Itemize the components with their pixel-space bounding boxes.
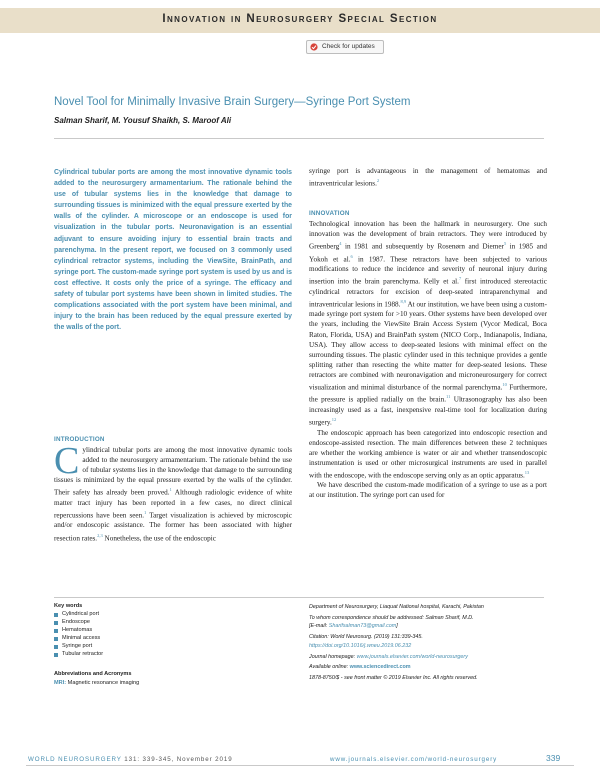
journal-homepage-link[interactable]: www.journals.elsevier.com/world-neurosurgery bbox=[356, 653, 468, 660]
journal-homepage: Journal homepage: www.journals.elsevier.com/world-neurosurgery bbox=[309, 653, 468, 660]
innovation-text: Technological innovation has been the hallmark in neurosurgery. One such innovation was the development of brain retractors. They were introduced by Greenberg$^4$ in 1981 and subsequently by Rosenørn and Diemer$^5$ in 1985 and Yokoh et al.$^6$ in 1987. These retractors have been subjected to various modifications to reduce the incidence and severity of neuronal injury during insertion into the brain parenchyma. Kelly et al.$^7$ first introduced stereotactic cylindrical retractors for excision of deep-seated intraparenchymal and intraventricular lesions in 1988.$^{8,9}$ At our institution, we have been using a custom-made syringe port system for >10 years. Other systems have been developed over the years, including the ViewSite Brain Access System (Vycor Medical, Boca Raton, Florida, USA) and BrainPath system (NICO Corp., Indianapolis, Indiana, USA). They allow access to deep-seated lesions with minimal effect on the surrounding tissues. The plastic cylinder used in this technique provides a gentle splitting rather than resecting the white matter for deep-seated lesions. These retractors are combined with neuronavigation and microneurosurgery for correct visualization and minimal disturbance of the normal parenchyma.$^{10}$ Furthermore, the pressure is applied radially on the brain.$^{11}$ Ultrasonography has also been increasingly used as a fast, inexpensive real-time tool for localization during surgery.$^{12}$ The endoscopic approach has been categorized into endoscopic resection and endoscope-assisted resection. The main differences between these 2 techniques are whether the working ambience is water or air and whether transendoscopic instrumentation is used or other microsurgical instruments are used in parallel with the endoscope, with the endoscope serving only as an optic apparatus.$^{13}$ We have described the custom-made modification of a syringe to use as a port at our institution. The syringe port can used for bbox=[309, 220, 548, 500]
page-number: 339 bbox=[546, 753, 561, 763]
footer-website[interactable]: www.journals.elsevier.com/world-neurosurgery bbox=[330, 756, 498, 763]
keywords-heading: Key words bbox=[54, 603, 83, 609]
footer-journal: WORLD NEUROSURGERY 131: 339-345, November 2019 bbox=[28, 756, 233, 763]
section-header: Innovation in Neurosurgery Special Section bbox=[162, 13, 438, 25]
keyword-item: Hematomas bbox=[54, 627, 103, 635]
check-for-updates-button[interactable] bbox=[306, 40, 384, 54]
introduction-heading: INTRODUCTION bbox=[54, 436, 105, 443]
citation-link[interactable]: 13 bbox=[524, 469, 530, 475]
footnote-divider bbox=[54, 597, 544, 598]
affiliation: Department of Neurosurgery, Liaquat National hospital, Karachi, Pakistan bbox=[309, 604, 484, 610]
correspondence: To whom correspondence should be addressed: Salman Sharif, M.D. bbox=[309, 614, 474, 621]
citation-link[interactable]: 4 bbox=[339, 241, 342, 247]
keyword-item: Endoscope bbox=[54, 619, 103, 627]
citation-link[interactable]: 1 bbox=[144, 509, 147, 515]
citation-link[interactable]: 5 bbox=[503, 241, 507, 247]
copyright: 1878-8750/$ - see front matter © 2019 Elsevier Inc. All rights reserved. bbox=[309, 675, 478, 682]
abbreviations-heading: Abbreviations and Acronyms bbox=[54, 671, 132, 677]
abbreviation-item: MRI: Magnetic resonance imaging bbox=[54, 680, 140, 686]
innovation-heading: INNOVATION bbox=[309, 210, 350, 217]
keyword-item: Tubular retractor bbox=[54, 651, 103, 659]
citation-link[interactable]: 2 bbox=[376, 178, 380, 184]
citation-link[interactable]: 6 bbox=[350, 253, 353, 259]
citation-link[interactable]: 11 bbox=[446, 394, 451, 400]
citation-link[interactable]: 10 bbox=[502, 381, 507, 387]
article-authors: Salman Sharif, M. Yousuf Shaikh, S. Maroof Ali bbox=[54, 116, 232, 125]
sciencedirect-link[interactable]: www.sciencedirect.com bbox=[349, 664, 411, 671]
article-title: Novel Tool for Minimally Invasive Brain Surgery—Syringe Port System bbox=[54, 96, 411, 108]
continued-text: syringe port is advantageous in the management of hematomas and intraventricular lesions.$^2$ bbox=[309, 167, 547, 188]
dropcap: C bbox=[54, 440, 80, 482]
keyword-item: Syringe port bbox=[54, 643, 103, 651]
citation: Citation: World Neurosurg. (2019) 131:339-345. bbox=[309, 634, 423, 641]
check-for-updates-label: Check for updates bbox=[322, 43, 375, 50]
keyword-item: Cylindrical port bbox=[54, 611, 103, 619]
title-divider bbox=[54, 138, 544, 139]
footer-divider bbox=[26, 765, 574, 766]
email-line: [E-mail: Sharifsalman73@gmail.com] bbox=[309, 623, 398, 630]
email-link[interactable]: Sharifsalman73@gmail.com bbox=[328, 623, 397, 630]
citation-link[interactable]: 7 bbox=[458, 276, 462, 282]
doi-link[interactable]: https://doi.org/10.1016/j.wneu.2019.06.232 bbox=[309, 642, 412, 649]
check-updates-icon bbox=[310, 43, 318, 51]
citation-link[interactable]: 8,9 bbox=[400, 298, 407, 304]
citation-link[interactable]: 12 bbox=[331, 417, 337, 423]
introduction-text: Cylindrical tubular ports are among the most innovative dynamic tools added to the neurosurgery armamentarium. The rationale behind the use of tubular systems lies in the knowledge that damage to the surrounding tissues is minimized by the equal pressure exerted by the walls of the cylinder. Their safety has already been proved.$^1$ Although radiologic evidence of white matter tract injury has been reported in a few cases, no direct clinical repercussions have been seen.$^1$ Target visualization is achieved by microscopic and/or endoscopic assistance. The former has been associated with higher resection rates.$^{2,3}$ Nonetheless, the use of the endoscopic bbox=[54, 440, 293, 542]
keyword-item: Minimal access bbox=[54, 635, 103, 643]
abstract: Cylindrical tubular ports are among the most innovative dynamic tools added to the neurosurgery armamentarium. The rationale behind the use of tubular systems lies in the knowledge that damage to surrounding tissues is minimized with the equal pressure exerted by the walls of the cylinder. A microscope or an endoscope is used for visualization in the tubular ports. Neuronavigation is an essential adjuvant to ensure avoiding injury to essential brain tracts and parenchyma. In the present report, we focused on 3 commonly used cylindrical retractor systems, including the ViewSite, BrainPath, and syringe port. The custom-made syringe port system is used by us and is cost effective. It costs only the price of a syringe. The efficacy and safety of tubular port systems have been shown in limited studies. The complications associated with the port system have been minimal, and injury to the brain has been reduced by the equal pressure exerted by the walls of the port. bbox=[54, 169, 292, 332]
citation-link[interactable]: 1 bbox=[169, 487, 172, 493]
citation-link[interactable]: 2,3 bbox=[97, 532, 103, 538]
keywords-list bbox=[54, 611, 103, 658]
article-info bbox=[309, 603, 549, 683]
available-online: Available online: www.sciencedirect.com bbox=[309, 664, 411, 671]
